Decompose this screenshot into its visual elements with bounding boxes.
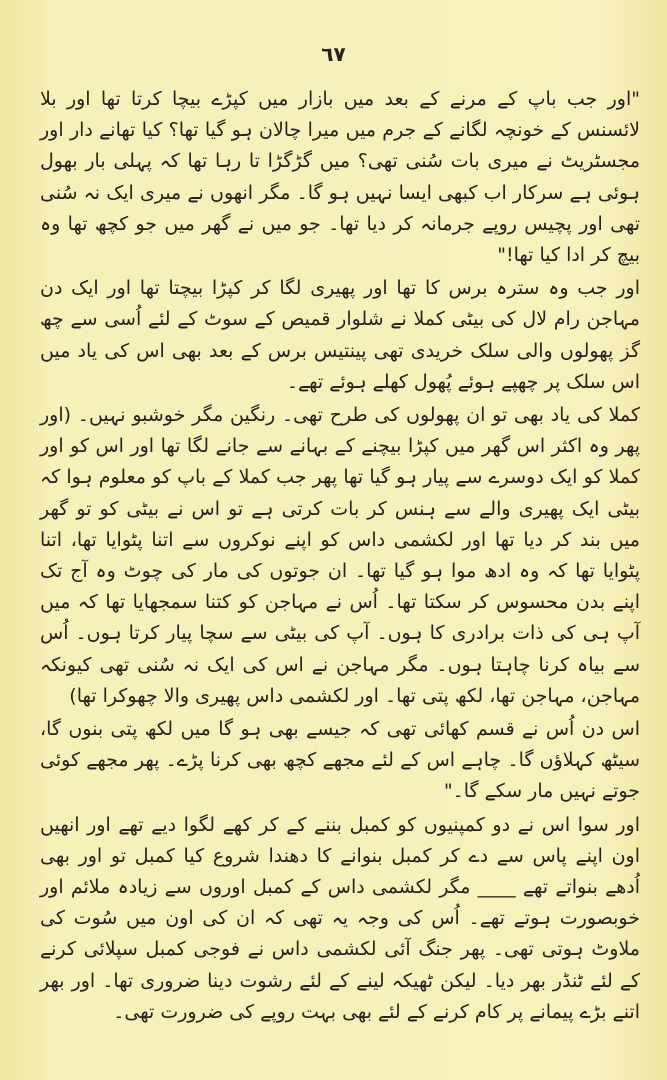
page-number: ٦٧ [321, 42, 346, 66]
paragraph: کملا کی یاد بھی تو ان پھولوں کی طرح تھی۔ رنگین مگر خوشبو نہیں۔ (اور پھر وہ اکثر اس گھر میں کپڑا بیچنے کے بہانے سے جانے لگا تھا اور اس کو اور کملا کو ایک دوسرے سے پیار ہو گیا تھا پھر جب کملا کے باپ کو معلوم ہوا کہ بیٹی ایک پھیری والے سے ہنس کر بات کرتی ہے تو اس نے بیٹی کو تو گھر میں بند کر دیا تھا اور لکشمی داس کو اپنے نوکروں سے اتنا پٹوایا تھا، اتنا پٹوایا تھا کہ وہ ادھ موا ہو گیا تھا۔ ان جوتوں کی مار کی چوٹ وہ آج تک اپنے بدن محسوس کر سکتا تھا۔ اُس نے مہاجن کو کتنا سمجھایا تھا کہ میں آپ ہی کی ذات برادری کا ہوں۔ آپ کی بیٹی سے سچا پیار کرتا ہوں۔ اُس سے بیاہ کرنا چاہتا ہوں۔ مگر مہاجن نے اس کی ایک نہ سُنی تھی کیونکہ مہاجن، مہاجن تھا، لکھ پتی تھا۔ اور لکشمی داس پھیری والا چھوکرا تھا) [40, 404, 640, 707]
paragraph: اور سوا اس نے دو کمپنیوں کو کمبل بننے کے کر کھے لگوا دیے تھے اور انھیں اون اپنے پاس سے دے کر کمبل بنوانے کا دھندا شروع کیا کمبل تو اور بھی اُدھے بنواتے تھے ____ مگر لکشمی داس کے کمبل اوروں سے زیادہ ملائم اور خوبصورت ہوتے تھے۔ اُس کی وجہ یہ تھی کہ ان کی اون میں سُوت کی ملاوٹ ہوتی تھی۔ پھر جنگ آئی لکشمی داس نے فوجی کمبل سپلائی کرنے کے لئے ٹنڈر بھر دیا۔ لیکن ٹھیکہ لینے کے لئے رشوت دینا ضروری تھا۔ اور بھر اتنے بڑے پیمانے پر کام کرنے کے لئے بھی بہت روپے کی ضرورت تھی۔ [40, 813, 640, 1023]
body-text [40, 84, 640, 1028]
paragraph: اور جب وہ سترہ برس کا تھا اور پھیری لگا کر کپڑا بیچتا تھا اور ایک دن مہاجن رام لال کی بیٹی کملا نے شلوار قمیص کے سوٹ کے لئے اُسی سے چھ گز پھولوں والی سلک خریدی تھی پینتیس برس کے بعد بھی اس کی یاد میں اس سلک پر چھپے ہوئے پُھول کھلے ہوئے تھے۔ [40, 277, 640, 393]
paragraph: "اور جب باپ کے مرنے کے بعد میں بازار میں کپڑے بیچا کرتا تھا اور بلا لائسنس کے خونچہ لگانے کے جرم میں میرا چالان ہو گیا تھا؟ کیا تھانے دار اور مجسٹریٹ نے میری بات سُنی تھی؟ میں گڑگڑا تا رہا تھا کہ پہلی بار بھول ہوئی ہے سرکار اب کبھی ایسا نہیں ہو گا۔ مگر انھوں نے میری ایک نہ سُنی تھی اور پچیس روپے جرمانہ کر دیا تھا۔ جو میں نے گھر میں جو کچھ تھا وہ بیچ کر ادا کیا تھا!" [40, 88, 640, 267]
paragraph: اس دن اُس نے قسم کھائی تھی کہ جیسے بھی ہو گا میں لکھ پتی بنوں گا، سیٹھ کہلاؤں گا۔ چاہے اس کے لئے مجھے کچھ بھی کرنا پڑے۔ پھر مجھے کوئی جوتے نہیں مار سکے گا۔" [40, 718, 640, 803]
